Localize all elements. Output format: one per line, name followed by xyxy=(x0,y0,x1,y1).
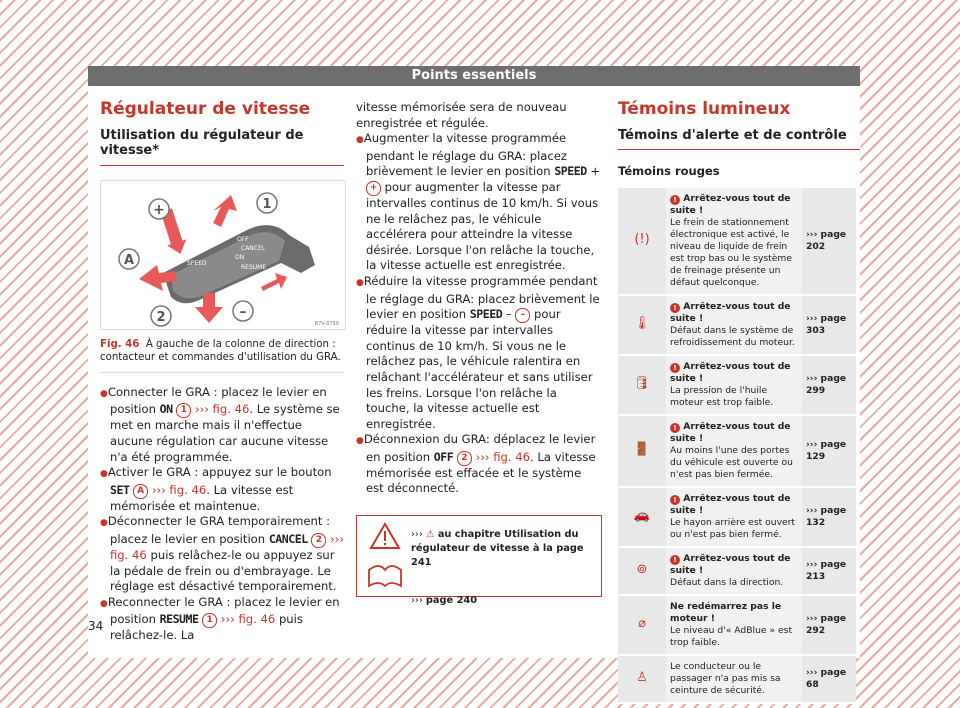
row-title: Arrêtez-vous tout de suite ! xyxy=(670,420,791,444)
stop-warning-icon: ! xyxy=(670,423,680,433)
oil-pressure-icon: 🛢 xyxy=(633,376,651,392)
figure-caption-label: Fig. 46 xyxy=(100,338,140,350)
lever-label-resume: RESUME xyxy=(241,263,267,271)
reference-line-page[interactable]: ››› page 240 xyxy=(411,595,478,607)
callout-plus: + xyxy=(153,201,165,218)
reference-box xyxy=(356,515,602,607)
adblue-icon: ⌀ xyxy=(638,616,646,632)
row-description: Le hayon arrière est ouvert ou n'est pas bien fermé. xyxy=(670,516,796,540)
row-title: Arrêtez-vous tout de suite ! xyxy=(670,492,791,516)
warning-lights-table xyxy=(618,188,856,704)
row-description: Le frein de stationnement électronique est activé, le niveau de liquide de frein est trop bas ou le système de freinage présente un défaut quelconque. xyxy=(670,216,793,288)
bullet-disconnect: ● Déconnexion du GRA: déplacez le levier en position OFF 2 ››› fig. 46. La vitesse mémorisée est effacée et le système est déconnecté. xyxy=(356,432,602,497)
coolant-temperature-icon: 🌡 xyxy=(633,316,651,332)
figure-46 xyxy=(100,180,346,330)
table-row xyxy=(618,188,856,295)
tailgate-open-icon: 🚗 xyxy=(633,508,651,524)
middle-column xyxy=(356,100,602,607)
link-fig-46[interactable]: ››› fig. 46 xyxy=(475,449,530,464)
stop-warning-icon: ! xyxy=(670,303,680,313)
table-row xyxy=(618,487,856,547)
table-row xyxy=(618,595,856,655)
row-title: Ne redémarrez pas le moteur ! xyxy=(670,600,782,624)
row-title: Arrêtez-vous tout de suite ! xyxy=(670,552,791,576)
row-title: Arrêtez-vous tout de suite ! xyxy=(670,300,791,324)
callout-a: A xyxy=(123,252,135,268)
bullet-activate: ● Activer le GRA : appuyez sur le bouton SET A ››› fig. 46. La vitesse est mémorisée et maintenue. xyxy=(100,465,344,514)
bullet-increase-speed: ● Augmenter la vitesse programmée pendant le réglage du GRA: placez brièvement le levier en position SPEED + + pour augmenter la vitesse par intervalles continus de 10 km/h. Si vous ne le relâchez pas, le véhicule accélérera pour atteindre la vitesse désirée. Lorsque l'on relâche la touche, la vitesse actuelle est enregistrée. xyxy=(356,131,602,274)
lever-label-on: ON xyxy=(235,253,245,261)
callout-minus: – xyxy=(239,303,247,320)
link-fig-46[interactable]: ››› fig. 46 xyxy=(110,531,344,562)
figure-code: B7V-0759 xyxy=(314,320,339,327)
bullet-decrease-speed: ● Réduire la vitesse programmée pendant le réglage du GRA: placez brièvement le levier en position SPEED – – pour réduire la vitesse par intervalles continus de 10 km/h. Si vous ne le relâchez pas, le véhicule ralentira en relâchant l'accélérateur et sans utiliser les freins. Lorsque l'on relâche la touche, la vitesse actuelle est enregistrée. xyxy=(356,274,602,432)
warning-triangle-icon xyxy=(371,524,399,548)
page-reference-link[interactable]: ››› page 68 xyxy=(802,655,856,703)
row-description: Le niveau d'« AdBlue » est trop faible. xyxy=(670,624,793,648)
section-heading-cruise-control: Régulateur de vitesse xyxy=(100,99,311,119)
stop-warning-icon: ! xyxy=(670,495,680,505)
page-reference-link[interactable]: ››› page 129 xyxy=(802,415,856,487)
steering-fault-icon: ⊚ xyxy=(636,562,648,578)
left-column xyxy=(100,96,344,644)
page-reference-link[interactable]: ››› page 303 xyxy=(802,295,856,355)
bullet-reconnect: ● Reconnecter le GRA : placez le levier en position RESUME 1 ››› fig. 46 puis relâchez-le. La xyxy=(100,595,344,644)
subsection-heading-cruise-usage: Utilisation du régulateur de vitesse* xyxy=(100,128,344,166)
table-row xyxy=(618,655,856,703)
page-header: Points essentiels xyxy=(88,66,860,86)
subsection-heading-warning-lights: Témoins d'alerte et de contrôle xyxy=(618,128,860,151)
brake-warning-icon: (!) xyxy=(634,232,650,248)
stop-warning-icon: ! xyxy=(670,195,680,205)
door-open-icon: 🚪 xyxy=(633,442,651,458)
table-row xyxy=(618,547,856,595)
lever-label-speed: SPEED xyxy=(187,259,207,267)
table-row xyxy=(618,295,856,355)
callout-2: 2 xyxy=(156,309,166,325)
link-fig-46[interactable]: ››› fig. 46 xyxy=(194,402,250,417)
link-fig-46[interactable]: ››› fig. 46 xyxy=(220,612,276,627)
link-fig-46[interactable]: ››› fig. 46 xyxy=(151,482,207,497)
table-row xyxy=(618,415,856,487)
row-description: Défaut dans la direction. xyxy=(670,576,784,588)
bullet-connect: ● Connecter le GRA : placez le levier en position ON 1 ››› fig. 46. Le système se met en marche mais il n'effectue aucune régulation car aucune vitesse n'a été programmée. xyxy=(100,385,344,465)
bullet-temp-disconnect: ● Déconnecter le GRA temporairement : placez le levier en position CANCEL 2 ››› fig. 46 puis relâchez-le ou appuyez sur la pédale de frein ou d'embrayage. Le réglage est désactivé temporairement. xyxy=(100,514,344,594)
page-reference-link[interactable]: ››› page 213 xyxy=(802,547,856,595)
manual-page xyxy=(88,66,860,696)
row-description: Défaut dans le système de refroidissement du moteur. xyxy=(670,324,795,348)
figure-caption xyxy=(100,338,344,373)
right-column xyxy=(618,96,860,704)
stop-warning-icon: ! xyxy=(670,363,680,373)
page-number: 34 xyxy=(88,619,104,633)
table-row xyxy=(618,355,856,415)
table-title: Témoins rouges xyxy=(618,164,720,179)
row-description: Au moins l'une des portes du véhicule est ouverte ou n'est pas bien fermée. xyxy=(670,444,793,480)
left-bullets xyxy=(100,385,344,644)
middle-intro: vitesse mémorisée sera de nouveau enregistrée et régulée. xyxy=(356,100,567,130)
callout-1: 1 xyxy=(262,196,272,212)
row-description: La pression de l'huile moteur est trop faible. xyxy=(670,384,774,408)
stop-warning-icon: ! xyxy=(670,555,680,565)
row-title: Arrêtez-vous tout de suite ! xyxy=(670,192,791,216)
row-description: Le conducteur ou le passager n'a pas mis sa ceinture de sécurité. xyxy=(670,660,781,696)
row-title: Arrêtez-vous tout de suite ! xyxy=(670,360,791,384)
page-reference-link[interactable]: ››› page 132 xyxy=(802,487,856,547)
figure-caption-text: À gauche de la colonne de direction : contacteur et commandes d'utilisation du GRA. xyxy=(100,338,341,363)
page-reference-link[interactable]: ››› page 292 xyxy=(802,595,856,655)
section-heading-indicators: Témoins lumineux xyxy=(618,99,791,119)
reference-line-chapter[interactable]: ››› ⚠ au chapitre Utilisation du régulateur de vitesse à la page 241 xyxy=(411,529,584,569)
lever-illustration xyxy=(101,181,345,329)
lever-label-off: OFF xyxy=(237,235,249,243)
lever-label-cancel: CANCEL xyxy=(241,244,266,252)
page-reference-link[interactable]: ››› page 202 xyxy=(802,188,856,295)
page-reference-link[interactable]: ››› page 299 xyxy=(802,355,856,415)
book-reference-icon xyxy=(369,566,401,586)
seatbelt-icon: ♙ xyxy=(636,670,648,686)
